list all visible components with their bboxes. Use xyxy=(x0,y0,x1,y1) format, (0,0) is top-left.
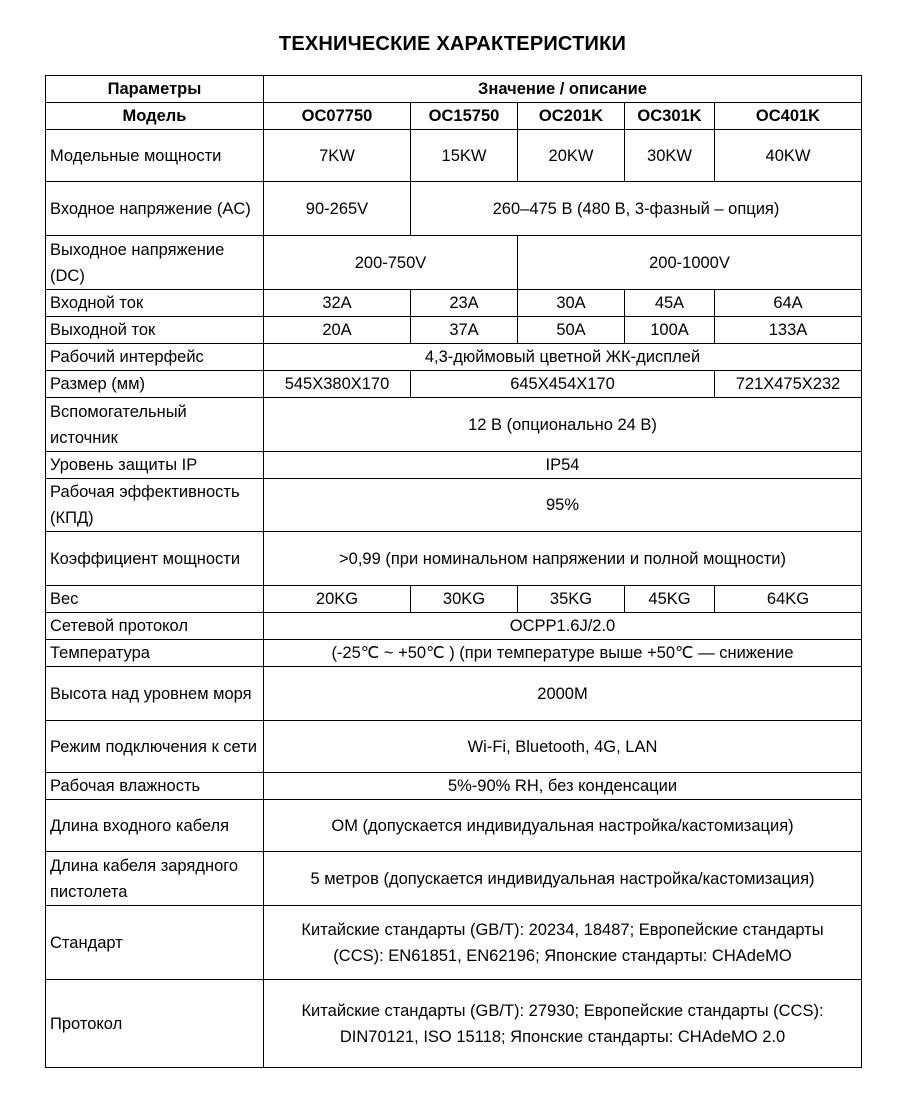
table-row xyxy=(46,290,862,317)
table-row xyxy=(46,479,862,532)
value-cell: 100A xyxy=(625,317,715,344)
model-cell: OC401K xyxy=(715,103,862,130)
row-label: Сетевой протокол xyxy=(46,613,264,640)
table-row xyxy=(46,344,862,371)
row-label: Режим подключения к сети xyxy=(46,721,264,773)
page-title: ТЕХНИЧЕСКИЕ ХАРАКТЕРИСТИКИ xyxy=(278,33,627,55)
value-cell: 133A xyxy=(715,317,862,344)
row-label: Модель xyxy=(46,103,264,130)
value-cell: 30KG xyxy=(411,586,518,613)
value-cell: 23A xyxy=(411,290,518,317)
row-label: Входное напряжение (AC) xyxy=(46,182,264,236)
table-row xyxy=(46,667,862,721)
table-row xyxy=(46,640,862,667)
value-cell: 200-750V xyxy=(264,236,518,290)
value-cell: 721X475X232 xyxy=(715,371,862,398)
value-cell: 20KW xyxy=(518,130,625,182)
row-label: Выходной ток xyxy=(46,317,264,344)
value-cell: Китайские стандарты (GB/T): 27930; Европейские стандарты (CCS): DIN70121, ISO 15118; Японские стандарты: CHAdeMO 2.0 xyxy=(264,980,862,1068)
row-label: Коэффициент мощности xyxy=(46,532,264,586)
row-label: Рабочая влажность xyxy=(46,773,264,800)
model-cell: OC201K xyxy=(518,103,625,130)
table-row xyxy=(46,398,862,452)
table-row xyxy=(46,130,862,182)
value-cell: OM (допускается индивидуальная настройка/кастомизация) xyxy=(264,800,862,852)
value-cell: 7KW xyxy=(264,130,411,182)
value-cell: 645X454X170 xyxy=(411,371,715,398)
table-row xyxy=(46,773,862,800)
value-cell: 260–475 В (480 В, 3-фазный – опция) xyxy=(411,182,862,236)
header-params: Параметры xyxy=(46,76,264,103)
row-label: Входной ток xyxy=(46,290,264,317)
row-label: Протокол xyxy=(46,980,264,1068)
table-row xyxy=(46,452,862,479)
table-row xyxy=(46,371,862,398)
value-cell: 45KG xyxy=(625,586,715,613)
row-label: Рабочая эффективность (КПД) xyxy=(46,479,264,532)
value-cell: 15KW xyxy=(411,130,518,182)
value-cell: Wi-Fi, Bluetooth, 4G, LAN xyxy=(264,721,862,773)
value-cell: >0,99 (при номинальном напряжении и полной мощности) xyxy=(264,532,862,586)
value-cell: 4,3-дюймовый цветной ЖК-дисплей xyxy=(264,344,862,371)
row-label: Стандарт xyxy=(46,906,264,980)
value-cell: 40KW xyxy=(715,130,862,182)
table-row xyxy=(46,613,862,640)
value-cell: (-25℃ ~ +50℃ ) (при температуре выше +50℃ — снижение xyxy=(264,640,862,667)
table-row xyxy=(46,532,862,586)
model-cell: OC301K xyxy=(625,103,715,130)
header-value: Значение / описание xyxy=(264,76,862,103)
value-cell: 37A xyxy=(411,317,518,344)
row-label: Рабочий интерфейс xyxy=(46,344,264,371)
value-cell: 95% xyxy=(264,479,862,532)
value-cell: IP54 xyxy=(264,452,862,479)
value-cell: Китайские стандарты (GB/T): 20234, 18487; Европейские стандарты (CCS): EN61851, EN62196; Японские стандарты: CHAdeMO xyxy=(264,906,862,980)
model-cell: OC15750 xyxy=(411,103,518,130)
row-label: Длина входного кабеля xyxy=(46,800,264,852)
model-cell: OC07750 xyxy=(264,103,411,130)
row-label: Температура xyxy=(46,640,264,667)
row-label: Вспомогательный источник xyxy=(46,398,264,452)
value-cell: 64A xyxy=(715,290,862,317)
value-cell: 200-1000V xyxy=(518,236,862,290)
value-cell: 30KW xyxy=(625,130,715,182)
table-row xyxy=(46,852,862,906)
value-cell: 32A xyxy=(264,290,411,317)
table-row xyxy=(46,182,862,236)
row-label: Вес xyxy=(46,586,264,613)
table-row xyxy=(46,906,862,980)
table-row xyxy=(46,586,862,613)
table-row xyxy=(46,980,862,1068)
row-label: Размер (мм) xyxy=(46,371,264,398)
row-label: Длина кабеля зарядного пистолета xyxy=(46,852,264,906)
value-cell: 20KG xyxy=(264,586,411,613)
row-label: Уровень защиты IP xyxy=(46,452,264,479)
table-row-model xyxy=(46,103,862,130)
row-label: Выходное напряжение (DC) xyxy=(46,236,264,290)
value-cell: 90-265V xyxy=(264,182,411,236)
row-label: Высота над уровнем моря xyxy=(46,667,264,721)
value-cell: 12 В (опционально 24 В) xyxy=(264,398,862,452)
value-cell: 35KG xyxy=(518,586,625,613)
value-cell: 45A xyxy=(625,290,715,317)
value-cell: 5%-90% RH, без конденсации xyxy=(264,773,862,800)
table-row xyxy=(46,236,862,290)
value-cell: 2000M xyxy=(264,667,862,721)
value-cell: 64KG xyxy=(715,586,862,613)
value-cell: 545X380X170 xyxy=(264,371,411,398)
value-cell: 20A xyxy=(264,317,411,344)
value-cell: OCPP1.6J/2.0 xyxy=(264,613,862,640)
value-cell: 50A xyxy=(518,317,625,344)
table-row xyxy=(46,800,862,852)
table-row xyxy=(46,317,862,344)
row-label: Модельные мощности xyxy=(46,130,264,182)
value-cell: 5 метров (допускается индивидуальная настройка/кастомизация) xyxy=(264,852,862,906)
table-row xyxy=(46,721,862,773)
value-cell: 30A xyxy=(518,290,625,317)
specifications-table xyxy=(45,75,862,1068)
table-header-row xyxy=(46,76,862,103)
